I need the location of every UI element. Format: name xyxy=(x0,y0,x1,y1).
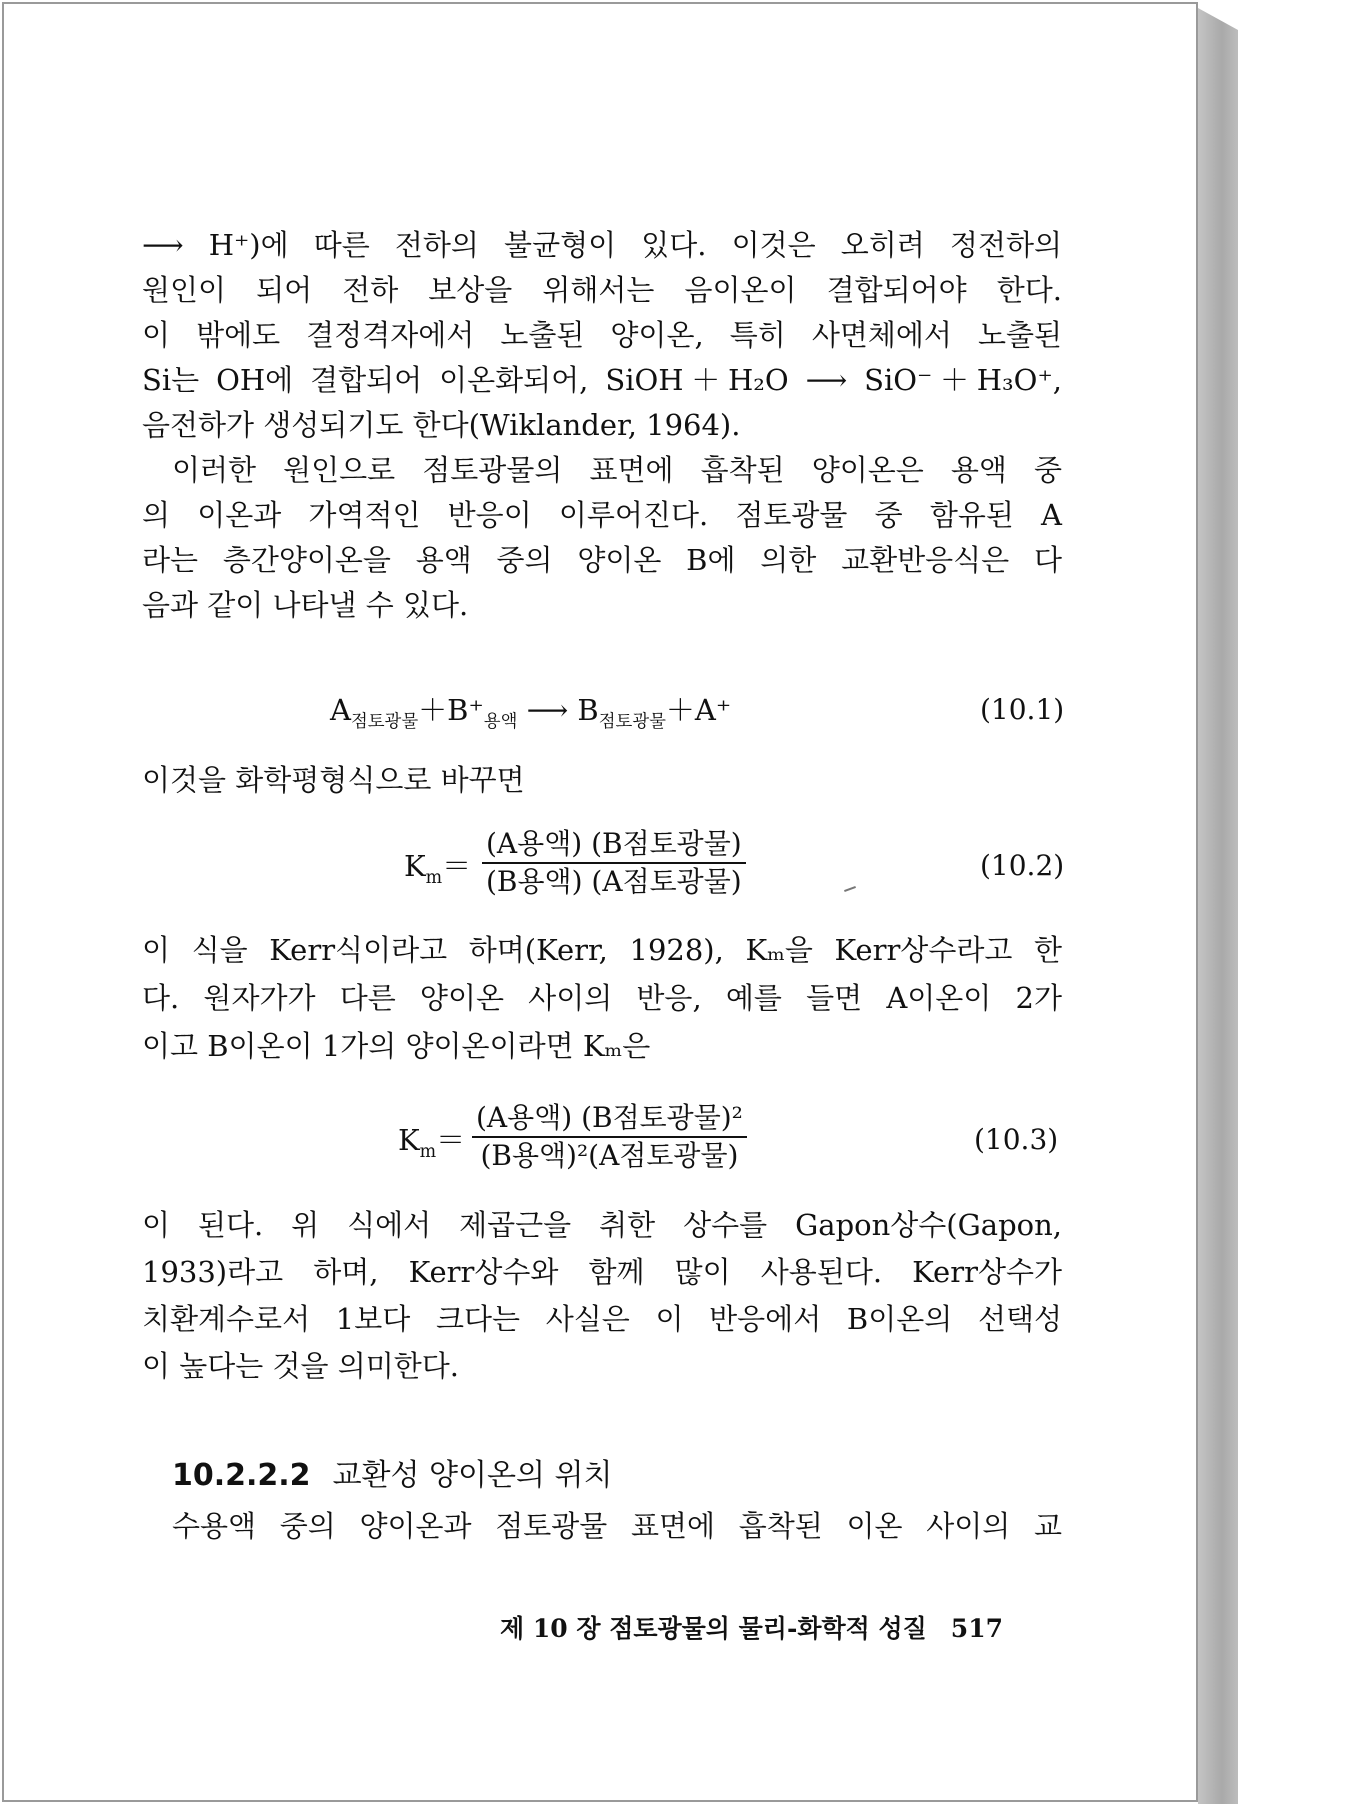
eq3-denominator: (B용액)²(A점토광물) xyxy=(480,1139,739,1172)
equation-number-10-2: (10.2) xyxy=(980,849,1065,882)
paragraph2-line-4: 음과 같이 나타낼 수 있다. xyxy=(142,588,469,622)
eq2-numerator: (A용액) (B점토광물) xyxy=(482,826,746,864)
running-footer xyxy=(500,1612,1003,1646)
paragraph4-line-1: 이 된다. 위 식에서 제곱근을 취한 상수를 Gapon상수(Gapon, xyxy=(142,1208,1062,1242)
eq1-B-subscript: 점토광물 xyxy=(598,711,666,732)
paragraph3-line-3: 이고 B이온이 1가의 양이온이라면 Kₘ은 xyxy=(142,1029,651,1063)
paragraph1-line-4: Si는 OH에 결합되어 이온화되어, SiOH＋H₂O ⟶ SiO⁻＋H₃O⁺, xyxy=(142,363,1062,397)
paragraph2-line-2: 의 이온과 가역적인 반응이 이루어진다. 점토광물 중 함유된 A xyxy=(142,498,1062,532)
eq1-B: B xyxy=(577,693,599,727)
paragraph1-line-3: 이 밖에도 결정격자에서 노출된 양이온, 특히 사면체에서 노출된 xyxy=(142,318,1062,352)
page-number: 517 xyxy=(950,1614,1003,1643)
paragraph1-line-1: ⟶ H⁺)에 따른 전하의 불균형이 있다. 이것은 오히려 정전하의 xyxy=(142,228,1062,262)
equation-10-3-fraction xyxy=(472,1100,747,1174)
eq1-arrow: ⟶ xyxy=(526,693,569,727)
eq1-plus-b: ＋B⁺ xyxy=(418,693,484,727)
section-heading xyxy=(172,1456,612,1496)
section-number: 10.2.2.2 xyxy=(172,1458,311,1493)
paragraph3-line-1: 이 식을 Kerr식이라고 하며(Kerr, 1928), Kₘ을 Kerr상수라고 한 xyxy=(142,933,1062,967)
page-edge xyxy=(1198,8,1238,1804)
paragraph2-line-3: 라는 층간양이온을 용액 중의 양이온 B에 의한 교환반응식은 다 xyxy=(142,543,1062,577)
paragraph2-line-1: 이러한 원인으로 점토광물의 표면에 흡착된 양이온은 용액 중 xyxy=(172,453,1062,487)
paragraph1-line-2: 원인이 되어 전하 보상을 위해서는 음이온이 결합되어야 한다. xyxy=(142,273,1062,307)
eq2-lhs: $K_m=$ xyxy=(404,849,472,888)
eq2-denominator: (B용액) (A점토광물) xyxy=(486,865,742,898)
paragraph5-line-1: 수용액 중의 양이온과 점토광물 표면에 흡착된 이온 사이의 교 xyxy=(172,1509,1062,1543)
transition-text: 이것을 화학평형식으로 바꾸면 xyxy=(142,763,525,797)
eq3-lhs: $K_m=$ xyxy=(398,1123,466,1162)
equation-10-1 xyxy=(330,690,731,742)
paragraph4-line-4: 이 높다는 것을 의미한다. xyxy=(142,1349,460,1383)
eq1-A: A xyxy=(330,693,351,727)
eq1-plus-a: ＋A⁺ xyxy=(665,693,732,727)
equation-number-10-3: (10.3) xyxy=(974,1123,1059,1156)
section-title: 교환성 양이온의 위치 xyxy=(332,1458,613,1493)
eq1-b-subscript: 용액 xyxy=(483,711,518,732)
paragraph3-line-2: 다. 원자가가 다른 양이온 사이의 반응, 예를 들면 A이온이 2가 xyxy=(142,981,1062,1015)
paragraph1-line-5: 음전하가 생성되기도 한다(Wiklander, 1964). xyxy=(142,408,741,442)
chapter-title: 제 10 장 점토광물의 물리-화학적 성질 xyxy=(500,1614,927,1643)
paragraph4-line-3: 치환계수로서 1보다 크다는 사실은 이 반응에서 B이온의 선택성 xyxy=(142,1302,1062,1336)
paragraph4-line-2: 1933)라고 하며, Kerr상수와 함께 많이 사용된다. Kerr상수가 xyxy=(142,1255,1062,1289)
eq1-A-subscript: 점토광물 xyxy=(350,711,419,732)
equation-number-10-1: (10.1) xyxy=(980,693,1065,726)
equation-10-2-fraction xyxy=(482,826,746,900)
eq3-numerator: (A용액) (B점토광물)² xyxy=(472,1100,747,1138)
